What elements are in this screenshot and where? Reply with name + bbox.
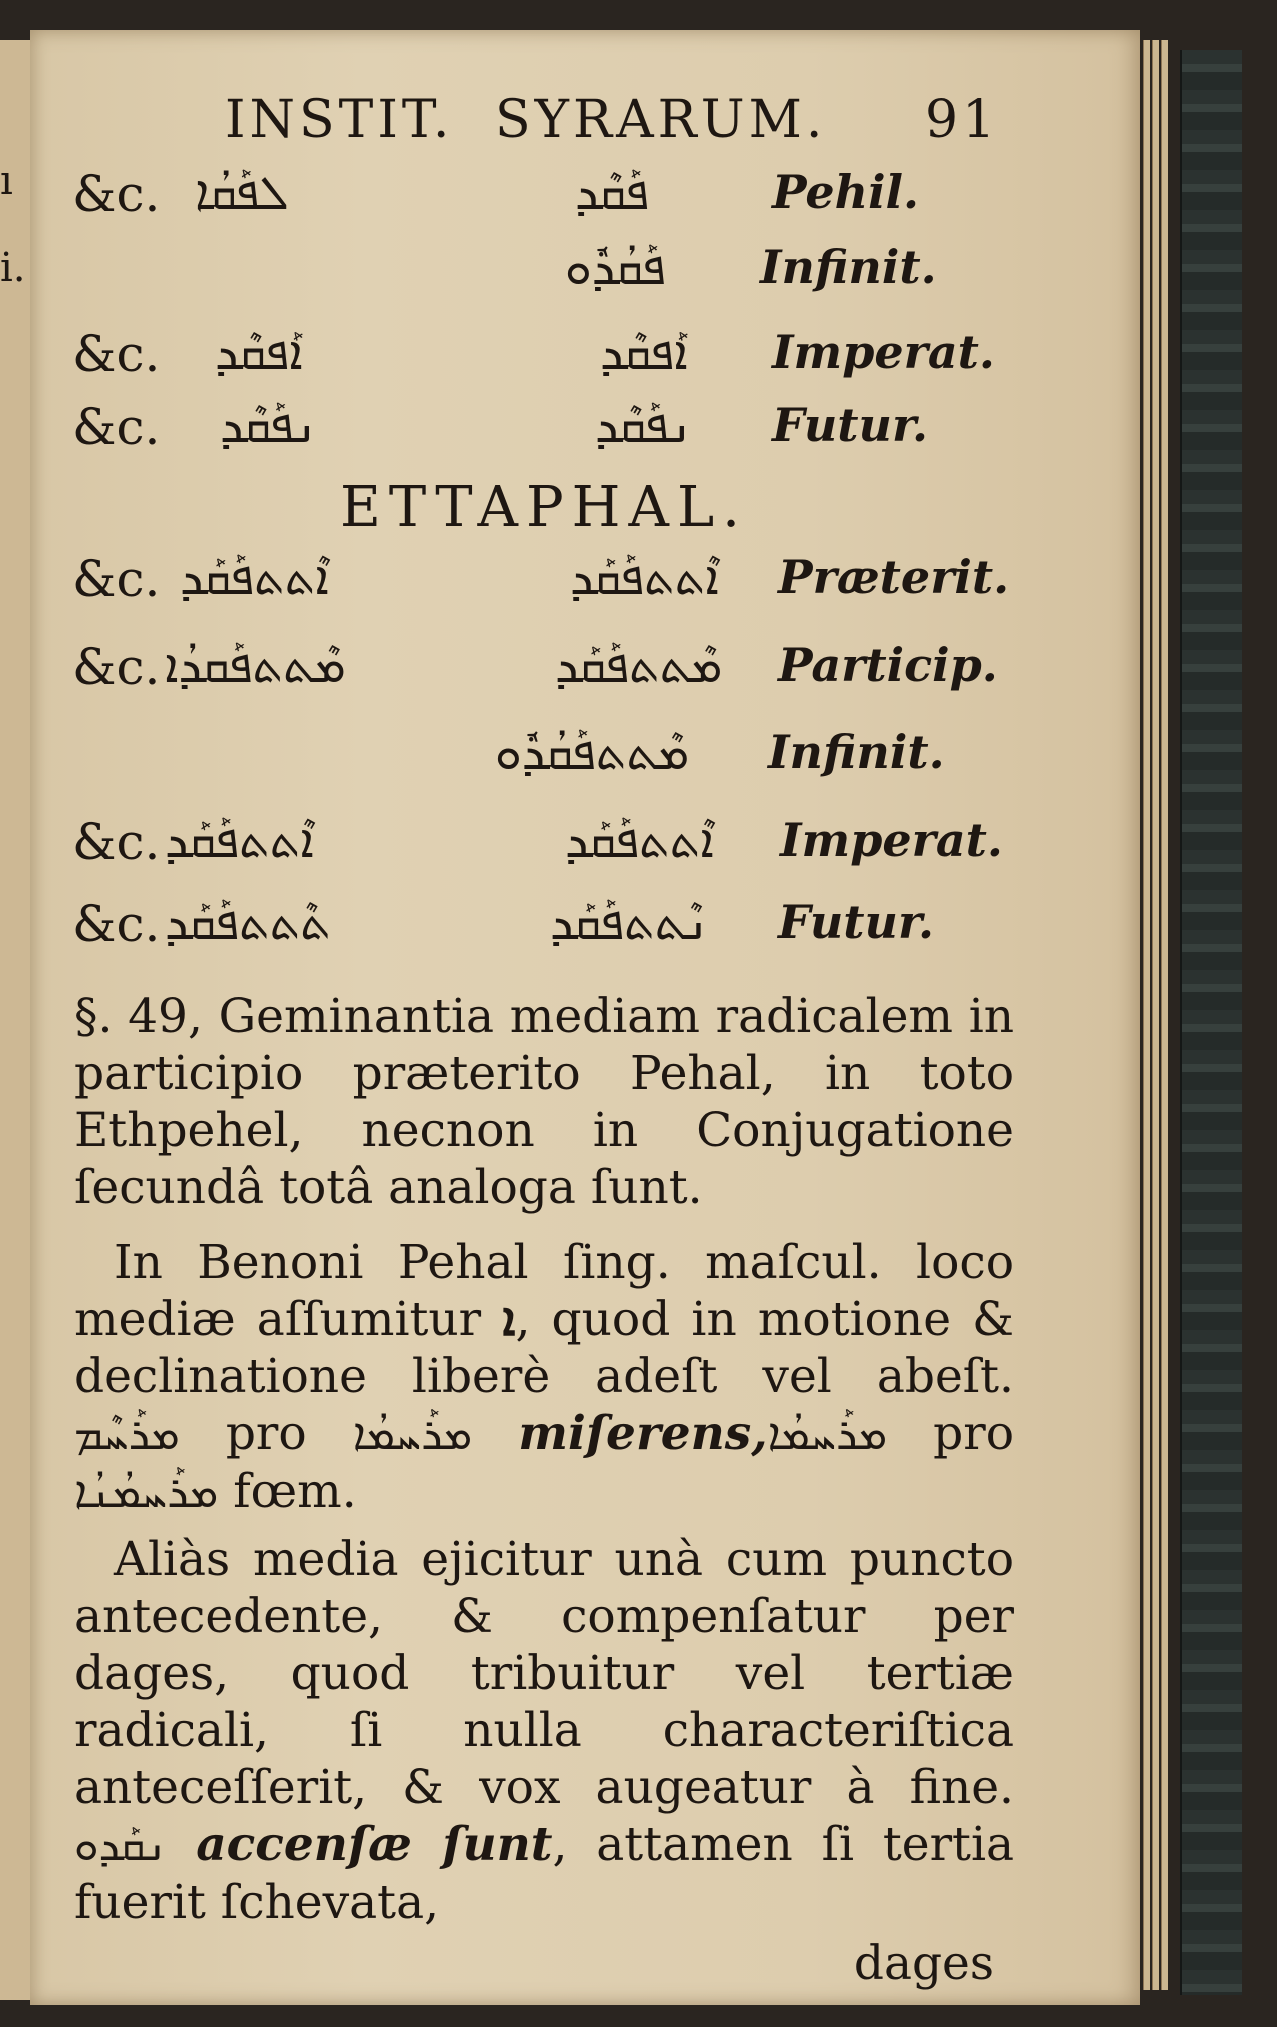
syriac-form-right: ܐܶܬܬܦܰܩܰܕ <box>565 813 714 869</box>
etc-mark: &c. <box>72 165 161 223</box>
syriac-form-right: ܢܶܬܬܦܰܩܰܕ <box>550 895 710 951</box>
syriac-form-left: ܠܦܰܩܳܐ <box>195 165 289 221</box>
conjugation-row <box>30 398 1130 468</box>
previous-page-edge <box>0 40 30 2000</box>
section-heading: ETTAPHAL. <box>340 475 748 540</box>
form-label: Pehil. <box>772 165 920 219</box>
italic-gloss: miſerens, <box>518 1406 768 1461</box>
syriac-form-right: ܡܶܬܬܦܰܩܳܕܽܘ <box>495 725 690 781</box>
conjugation-row <box>30 240 1130 310</box>
syriac-form-right: ܦܰܩܶܕ <box>575 165 650 221</box>
conjugation-row <box>30 638 1130 708</box>
syriac-form-right: ܦܰܩܳܕܽܘ <box>565 240 666 296</box>
syriac-olaf: ܐ <box>502 1292 516 1347</box>
header-left: INSTIT. <box>225 90 454 150</box>
text-span: pro <box>933 1406 1014 1461</box>
syriac-word: ܢܩܰܕܘ <box>74 1820 168 1871</box>
syriac-form-right: ܢܦܰܩܶܕ <box>595 398 693 454</box>
form-label: Imperat. <box>780 813 1003 867</box>
page-edge <box>1152 40 1159 1990</box>
etc-mark: &c. <box>72 398 161 456</box>
book-page <box>30 30 1140 2005</box>
syriac-form-right: ܡܶܬܬܦܰܩܰܕ <box>555 638 723 694</box>
syriac-form-right: ܐܰܦܩܶܕ <box>600 325 688 381</box>
catchword: dages <box>853 1936 994 1991</box>
form-label: Infinit. <box>768 725 945 779</box>
form-label: Futur. <box>778 895 935 949</box>
etc-mark: &c. <box>72 813 161 871</box>
prev-page-fragment: i. <box>0 245 26 291</box>
form-label: Particip. <box>778 638 998 692</box>
paragraph-benoni <box>74 1234 1014 1521</box>
book-spine <box>1180 50 1242 1995</box>
syriac-form-left: ܡܶܬܬܦܰܩܕܳܐ <box>165 638 346 694</box>
syriac-form-left: ܐܶܬܬܦܰܩܰܕ <box>180 550 329 606</box>
syriac-word: ܡܪܰܚܡܳܐ <box>352 1409 473 1460</box>
paragraph-49: §. 49, Geminantia mediam radicalem in participio præterito Pehal, in toto Ethpehel, necnon in Conjugatione ſecundâ totâ analoga ſunt. <box>74 989 1014 1215</box>
syriac-word: ܡܪܰܚܶܡ <box>74 1409 180 1460</box>
conjugation-row <box>30 325 1130 395</box>
text-span: fœm. <box>233 1464 357 1519</box>
text-span: pro <box>225 1406 307 1461</box>
header-title: SYRARUM. <box>495 90 827 150</box>
etc-mark: &c. <box>72 550 161 608</box>
syriac-word: ܡܪܰܚܡܳܐ <box>767 1409 888 1460</box>
etc-mark: &c. <box>72 638 161 696</box>
syriac-form-left: ܐܶܬܬܦܰܩܰܕ <box>165 813 314 869</box>
text-span: Aliàs media ejicitur unà cum puncto antecedente, & compenſatur per dages, quod tribuitur vel tertiæ radicali, ſi nulla characteriſtica anteceſſerit, & vox augeatur à fine. <box>74 1532 1014 1815</box>
form-label: Futur. <box>772 398 929 452</box>
text-span: , attamen ſi tertia fuerit ſchevata, <box>74 1817 1014 1930</box>
text-span: , quod in motione & declinatione liberè adeſt vel abeſt. <box>74 1292 1014 1404</box>
form-label: Infinit. <box>760 240 937 294</box>
form-label: Præterit. <box>778 550 1010 604</box>
etc-mark: &c. <box>72 895 161 953</box>
etc-mark: &c. <box>72 325 161 383</box>
syriac-word: ܡܪܰܚܡܳܢܳܐ <box>74 1467 219 1518</box>
page-edge <box>1143 40 1150 1990</box>
body-text <box>74 988 1014 1992</box>
paragraph-alias <box>74 1531 1014 1931</box>
page-number: 91 <box>925 90 1000 150</box>
prev-page-fragment: ı <box>0 158 13 204</box>
form-label: Imperat. <box>772 325 995 379</box>
conjugation-row <box>30 725 1130 795</box>
syriac-form-right: ܐܶܬܬܦܰܩܰܕ <box>570 550 719 606</box>
page-edge <box>1161 40 1168 1990</box>
syriac-form-left: ܢܦܰܩܶܕ <box>220 398 318 454</box>
syriac-form-left: ܐܰܦܩܶܕ <box>215 325 303 381</box>
conjugation-row <box>30 813 1130 883</box>
conjugation-row <box>30 550 1130 620</box>
syriac-form-left: ܬܶܬܬܦܰܩܰܕ <box>165 895 331 951</box>
conjugation-row <box>30 895 1130 965</box>
italic-gloss: accenſæ ſunt <box>196 1817 553 1872</box>
text-span: In Benoni Pehal ſing. maſcul. loco mediæ aſſumitur <box>74 1235 1014 1347</box>
conjugation-row <box>30 165 1130 235</box>
